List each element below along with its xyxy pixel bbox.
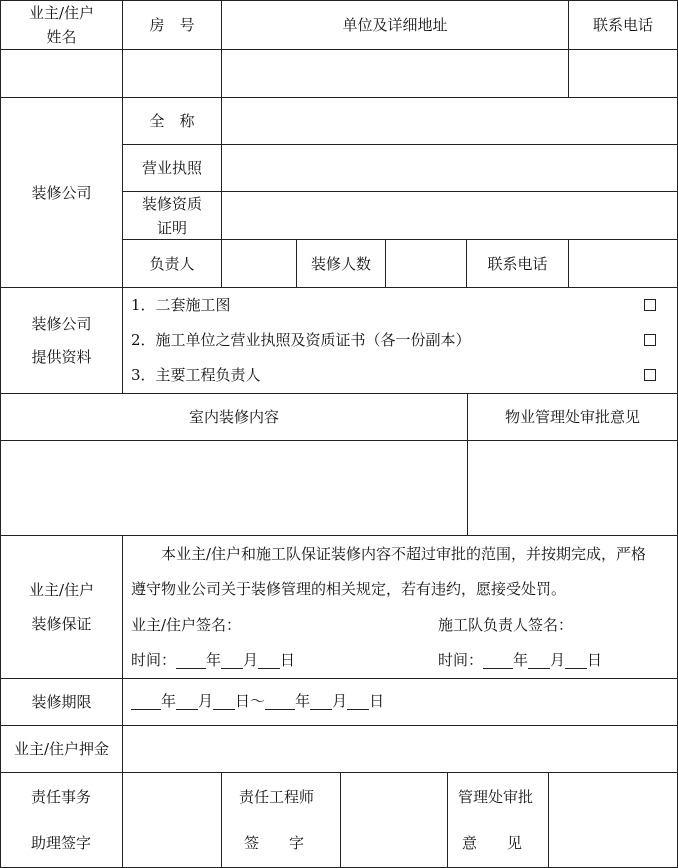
person-in-charge-label: 负责人: [122, 239, 222, 288]
contact-phone-field[interactable]: [568, 49, 678, 98]
document-checkbox-2[interactable]: [644, 334, 656, 346]
company-phone-field[interactable]: [568, 239, 678, 288]
qualification-label: 装修资质 证明: [122, 191, 222, 240]
owner-sign-date: 时间： 年 月 日: [131, 651, 296, 669]
owner-signature-label: 业主/住户签名：: [131, 616, 242, 634]
company-full-name-label: 全 称: [122, 97, 222, 145]
interior-content-header: 室内装修内容: [0, 393, 468, 441]
qualification-field[interactable]: [221, 191, 678, 240]
guarantee-text-line-1: 本业主/住户和施工队保证装修内容不超过审批的范围，并按期完成，严格: [161, 545, 647, 563]
engineer-label: 责任工程师 签 字: [221, 772, 341, 868]
room-no-header: 房 号: [122, 0, 222, 50]
business-license-label: 营业执照: [122, 144, 222, 192]
guarantee-text-line-2: 遵守物业公司关于装修管理的相关规定，若有违约，愿接受处罚。: [131, 580, 567, 598]
deposit-label: 业主/住户押金: [0, 725, 123, 773]
business-license-field[interactable]: [221, 144, 678, 192]
engineer-signature[interactable]: [340, 772, 448, 868]
document-item-2: 2．施工单位之营业执照及资质证书（各一份副本）: [131, 331, 471, 349]
unit-address-field[interactable]: [221, 49, 569, 98]
period-label: 装修期限: [0, 678, 123, 726]
document-checkbox-3[interactable]: [644, 369, 656, 381]
contact-phone-header: 联系电话: [568, 0, 678, 50]
documents-label: 装修公司 提供资料: [0, 287, 123, 394]
document-item-1: 1．二套施工图: [131, 296, 231, 314]
company-full-name-field[interactable]: [221, 97, 678, 145]
approval-opinion-header: 物业管理处审批意见: [467, 393, 678, 441]
team-leader-signature-label: 施工队负责人签名：: [438, 616, 574, 634]
office-approval-field[interactable]: [548, 772, 678, 868]
document-item-3: 3．主要工程负责人: [131, 366, 261, 384]
owner-name-header: 业主/住户 姓名: [0, 0, 123, 50]
guarantee-label: 业主/住户 装修保证: [0, 535, 123, 679]
team-sign-date: 时间： 年 月 日: [438, 651, 603, 669]
deposit-field[interactable]: [122, 725, 678, 773]
interior-content-field[interactable]: [0, 440, 468, 536]
company-phone-label: 联系电话: [466, 239, 569, 288]
worker-count-field[interactable]: [385, 239, 467, 288]
unit-address-header: 单位及详细地址: [221, 0, 569, 50]
office-approval-label: 管理处审批 意 见: [447, 772, 549, 868]
period-range: 年 月 日～ 年 月 日: [131, 692, 384, 710]
affairs-assistant-signature[interactable]: [122, 772, 222, 868]
room-no-field[interactable]: [122, 49, 222, 98]
company-label: 装修公司: [0, 97, 123, 288]
affairs-assistant-label: 责任事务 助理签字: [0, 772, 123, 868]
person-in-charge-field[interactable]: [221, 239, 297, 288]
owner-name-field[interactable]: [0, 49, 123, 98]
worker-count-label: 装修人数: [296, 239, 386, 288]
document-checkbox-1[interactable]: [644, 299, 656, 311]
approval-opinion-field[interactable]: [467, 440, 678, 536]
